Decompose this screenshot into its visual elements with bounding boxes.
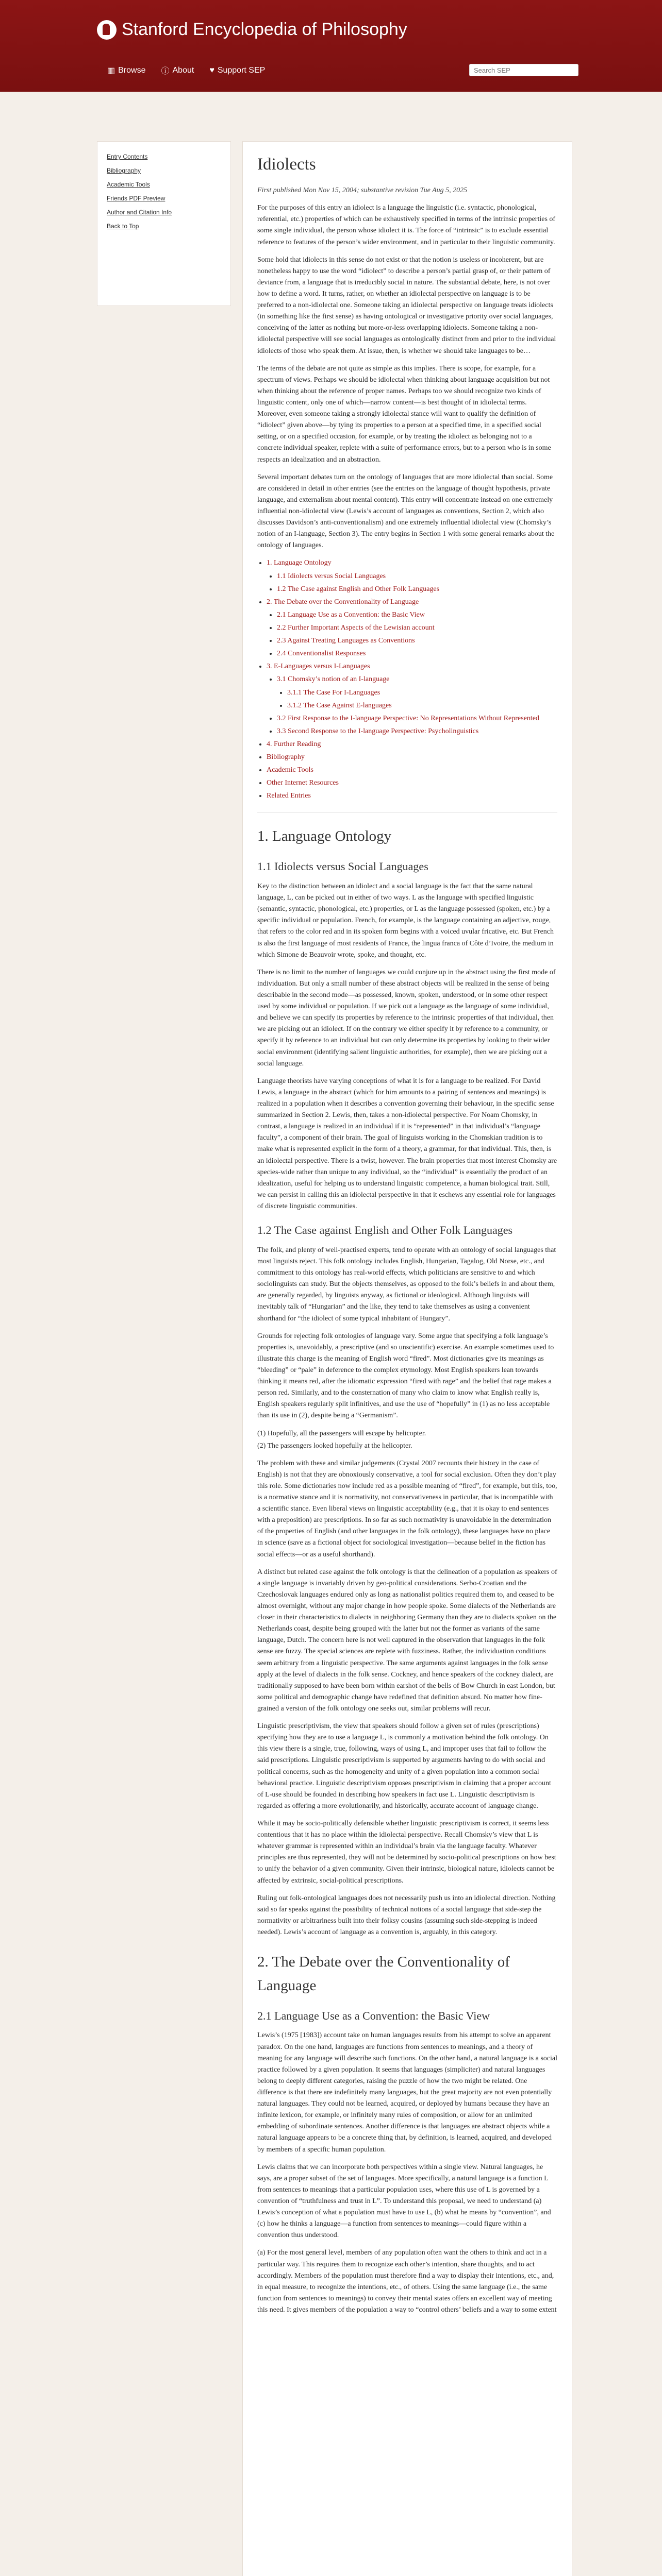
table-of-contents: [257, 557, 557, 802]
nav-browse[interactable]: ▥ Browse: [107, 65, 146, 75]
main-nav: [107, 64, 265, 76]
entry-navigation: [97, 141, 231, 306]
toc-item: • Academic Tools: [267, 765, 557, 776]
subsection-heading: 2.1 Language Use as a Convention: the Basic View: [257, 2009, 490, 2022]
toc-item: • 3.1.2 The Case Against E-languages: [287, 700, 557, 711]
search-input[interactable]: [469, 64, 578, 76]
sidebar-bibliography[interactable]: Bibliography: [107, 167, 141, 174]
sidebar-friends-pdf[interactable]: Friends PDF Preview: [107, 195, 166, 202]
body-paragraph: While it may be socio-politically defensible whether linguistic prescriptivism is correct, it seems less contentious that it has no place within the idiolectal perspective. Recall Chomsky’s view that L is whatever grammar is represented within an individual’s brain via the language faculty. Whatever principles are thus represented, they will not be determined by socio-political prescriptions on how best to unify the behavior of a given community. Given their intrinsic, biological nature, idiolects cannot be affected by extrinsic, social-political prescriptions.: [257, 1820, 556, 1885]
toc-item: • 2.2 Further Important Aspects of the Lewisian account: [277, 622, 557, 634]
body-paragraph: (a) For the most general level, members of any population often want the others to think and act in a particular way. This requires them to recognize each other’s intention, share thoughts, and to act accordingly. Members of the population must therefore find a way to display their intentions, etc., and, in equal measure, to recognize the intentions, etc., of others. Using the same language (i.e., the same function from sentences to meanings) to convey their mental states offers an excellent way of meeting this need. It gives members of the population a way to “control others’ beliefs and a way to some extent: [257, 2249, 557, 2314]
body-paragraph: Ruling out folk-ontological languages does not necessarily push us into an idiolectal direction. Nothing said so far speaks against the possibility of technical notions of a social language that side-step the normativity or arbitrariness built into their folksy cousins (assuming such side-stepping is indeed needed). Lewis’s account of language as a convention is, arguably, in this category.: [257, 1894, 556, 1936]
article-title: Idiolects: [257, 155, 316, 174]
example-item: (1) Hopefully, all the passengers will escape by helicopter.: [257, 1429, 426, 1437]
sidebar-author-citation[interactable]: Author and Citation Info: [107, 209, 172, 216]
site-title: Stanford Encyclopedia of Philosophy: [122, 20, 407, 39]
article-main: [242, 141, 572, 2576]
sidebar-entry-contents[interactable]: Entry Contents: [107, 153, 148, 160]
body-paragraph: There is no limit to the number of languages we could conjure up in the abstract using the first mode of individuation. But only a small number of these abstract objects will be realized in the sense of being describable in the second mode—as possessed, known, spoken, understood, or in some other respect used by some individual or population. If we pick out a language as the language of some individual, and believe we can specify its properties by reference to the intrinsic properties of that individual, then we are picking out an idiolect. If on the contrary we either specify it by reference to a community, or specify it by reference to an individual but can only determine its properties by looking to their wider social environment (identifying salient linguistic authorities, for example), then we are picking out a social language.: [257, 968, 556, 1067]
toc-item: • 3.2 First Response to the I-language Perspective: No Representations Without Represented: [277, 713, 557, 724]
sep-logo-icon: [97, 20, 117, 40]
toc-item: • 2.4 Conventionalist Responses: [277, 648, 557, 659]
book-icon: ▥: [107, 66, 115, 75]
toc-item: • 1. Language Ontology: [267, 557, 557, 569]
sidebar-back-to-top[interactable]: Back to Top: [107, 223, 139, 230]
toc-item: • 1.1 Idiolects versus Social Languages: [277, 571, 557, 582]
nav-support[interactable]: ♥ Support SEP: [209, 65, 266, 75]
section-heading: 2. The Debate over the Conventionality of Language: [257, 1954, 510, 1994]
body-paragraph: The folk, and plenty of well-practised experts, tend to operate with an ontology of social languages that most linguists reject. This folk ontology includes English, Hungarian, Tagalog, Old Norse, etc., and commitment to this ontology has real-world effects, which politicians are sensitive to and which sociolinguists can study. But the objects themselves, as opposed to the folk’s beliefs in and about them, are generally regarded, by linguists anyway, as fictional or ideological. Although linguists will inevitably talk of “Hungarian” and the like, they tend to take themselves as using a convenient shorthand for “the idiolect of some typical inhabitant of Hungary”.: [257, 1246, 556, 1323]
toc-item: • Related Entries: [267, 790, 557, 802]
toc-item: • Other Internet Resources: [267, 777, 557, 789]
subsection-heading: 1.2 The Case against English and Other Folk Languages: [257, 1224, 513, 1237]
nav-about[interactable]: ⓘ About: [161, 64, 194, 76]
body-paragraph: Linguistic prescriptivism, the view that speakers should follow a given set of rules (prescriptions) specifying how they are to use a language L, is commonly a motivation behind the folk ontology. On this view there is a single, true, following, ways of using L, and improper uses that fail to follow the said prescriptions. Linguistic prescriptivism is supported by arguments having to do with social and political concerns, such as the homogeneity and unity of a given population into a common social behavioral practice. Linguistic descriptivism opposes prescriptivism in claiming that a proper account of L-use should be founded in describing how speakers in fact use L. Linguistic descriptivism is regarded as offering a more evolutionarily, and historically, accurate account of language change.: [257, 1722, 551, 1810]
toc-item: • 3. E-Languages versus I-Languages: [267, 661, 557, 672]
toc-item: • 3.1 Chomsky’s notion of an I-language: [277, 674, 557, 685]
toc-item: • 2.3 Against Treating Languages as Conventions: [277, 635, 557, 647]
intro-paragraph: Some hold that idiolects in this sense do not exist or that the notion is useless or incoherent, but are nonetheless happy to use the word “idiolect” to describe a person’s partial grasp of, or their pattern of deviance from, a language that is irreducibly social in nature. The substantial debate, here, is not over how to define a word. It turns, rather, on whether an idiolectal perspective on language is to be preferred to a non-idiolectal one. Someone taking an idiolectal perspective on language treats idiolects (in something like the first sense) as having ontological or investigative priority over social languages, conceiving of the latter as nothing but more-or-less overlapping idiolects. Someone taking a non-idiolectal perspective will see social languages as ontologically distinct from and prior to the individual idiolects of those who speak them. At issue, then, is whether we should take languages to be…: [257, 256, 556, 355]
top-bar: [0, 0, 662, 92]
intro-paragraph: For the purposes of this entry an idiolect is a language the linguistic (i.e. syntactic, phonological, referential, etc.) properties of which can be exhaustively specified in terms of the intrinsic properties of some single individual, the person whose idiolect it is. The force of “intrinsic” is to exclude essential reference to features of the person’s wider environment, and in particular to their linguistic community.: [257, 204, 556, 246]
site-brand[interactable]: [97, 20, 407, 40]
intro-paragraph: Several important debates turn on the ontology of languages that are more idiolectal than social. Some are considered in detail in other entries (see the entries on the language of thought hypothesis, private language, and externalism about mental content). This entry will concentrate instead on one extremely influential non-idiolectal view (Lewis’s account of languages as conventions, Section 2, which also discusses Davidson’s anti-conventionalism) and one extremely influential idiolectal view (Chomsky’s notion of an I-language, Section 3). The entry begins in Section 1 with some general remarks about the ontology of languages.: [257, 473, 555, 550]
sidebar-academic-tools[interactable]: Academic Tools: [107, 181, 150, 188]
toc-item: • 2.1 Language Use as a Convention: the Basic View: [277, 609, 557, 621]
toc-item: • 1.2 The Case against English and Other Folk Languages: [277, 584, 557, 595]
publication-info: First published Mon Nov 15, 2004; substantive revision Tue Aug 5, 2025: [257, 187, 468, 195]
example-item: (2) The passengers looked hopefully at the helicopter.: [257, 1442, 412, 1450]
section-heading: 1. Language Ontology: [257, 828, 392, 845]
intro-paragraph: The terms of the debate are not quite as simple as this implies. There is scope, for example, for a spectrum of views. Perhaps we should be idiolectal when thinking about language acquisition but not when thinking about the reference of proper names. Perhaps too we should recognize two kinds of linguistic content, only one of which—narrow content—is best thought of in idiolectal terms. Moreover, even someone taking a strongly idiolectal stance will want to qualify the definition of “idiolect” given above—by tying its properties to a person at a specified time, in a specified social setting, or on a specified occasion, for example, or by treating the idiolect as belonging not to a concrete individual speaker, replete with a suite of performance errors, but to a person who is in some respects an idealization and an abstraction.: [257, 364, 551, 464]
toc-item: • Bibliography: [267, 752, 557, 763]
example-list: [257, 1428, 557, 1452]
body-paragraph: Lewis’s (1975 [1983]) account take on human languages results from his attempt to solve an apparent paradox. On the one hand, languages are functions from sentences to meanings, and a theory of meaning for any language will describe such functions. On the other hand, a natural language is a social practice followed by a given population. It seems that languages (simpliciter) and natural languages belong to deeply different categories, raising the puzzle of how the two might be related. One difference is that there are indefinitely many languages, but the great majority are not even potentially natural languages. They could not be learned, acquired, or deployed by humans because they have an infinite lexicon, for example, or infinitely many rules of composition, or allow for an unlimited embedding of subordinate sentences. Another difference is that languages are abstract objects while a natural language appears to be a concrete thing that, by definition, is learned, acquired, and developed by members of a specific human population.: [257, 2031, 557, 2154]
subsection-heading: 1.1 Idiolects versus Social Languages: [257, 860, 428, 873]
toc-item: • 3.1.1 The Case For I-Languages: [287, 687, 557, 699]
info-icon: ⓘ: [161, 67, 170, 76]
body-paragraph: Lewis claims that we can incorporate both perspectives within a single view. Natural languages, he says, are a proper subset of the set of languages. More specifically, a natural language is a function L from sentences to meanings that a particular population uses, where this use of L is governed by a convention of “truthfulness and trust in L”. To understand this proposal, we need to understand (a) Lewis’s conception of what a population must have to use L, (b) what he means by “convention”, and (c) how he thinks a language—a function from sentences to meanings—could figure within a convention thus understood.: [257, 2163, 551, 2240]
body-paragraph: Key to the distinction between an idiolect and a social language is the fact that the same natural language, L, can be picked out in either of two ways. L as the language with specified linguistic (semantic, syntactic, phonological, etc.) properties, or L as the language possessed (spoken, etc.) by a specific individual or population. French, for example, is the language containing an adjective, rouge, that refers to the color red and in its spoken form begins with a voiced uvular fricative, etc. But French is also the first language of most residents of France, the lingua franca of Côte d’Ivoire, the medium in which Simone de Beauvoir wrote, spoke, and thought, etc.: [257, 883, 554, 959]
toc-item: • 4. Further Reading: [267, 739, 557, 750]
heart-icon: ♥: [209, 65, 214, 75]
body-paragraph: The problem with these and similar judgements (Crystal 2007 recounts their history in the case of English) is not that they are obnoxiously conservative, a tool for social exclusion. Often they don’t play this role. Some dictionaries now include red as a possible meaning of “fired”, for example, but this, too, is a normative stance and it is normativity, not conservativeness in particular, that is incompatible with a scientific stance. Even liberal views on linguistic acceptability (e.g., that it is okay to end sentences with a preposition) are prescriptions. In so far as such normativity is unavoidable in the determination of the properties of English (and other languages in the folk ontology), these languages have no place in science (save as a fictional object for sociological investigation—because belief in the fiction has social effects—or as a useful shorthand).: [257, 1459, 557, 1558]
toc-item: • 3.3 Second Response to the I-language Perspective: Psycholinguistics: [277, 726, 557, 737]
body-paragraph: A distinct but related case against the folk ontology is that the delineation of a population as speakers of a single language is invariably driven by geo-political considerations. Serbo-Croatian and the Czechoslovak languages endured only as long as nationalist politics required them to, and ceased to be almost overnight, without any major change in how people spoke. Some dialects of the Netherlands are closer in their characteristics to dialects in neighboring Germany than they are to dialects spoken on the Netherlands coast, despite being grouped with the latter but not the former as variants of the same language, Dutch. The concern here is not well captured in the observation that languages in the folk sense are fuzzy. The special sciences are replete with fuzziness. Rather, the individuation conditions seem arbitrary from a linguistic perspective. The same arguments against languages in the folk sense apply at the level of dialects in the folk sense. Cockney, and hence speakers of the cockney dialect, are traditionally supposed to have been born within earshot of the bells of Bow Church in east London, but some political and demographic change have redefined that definition absurd. No matter how fine-grained a version of the folk ontology one seeks out, similar problems will recur.: [257, 1568, 557, 1713]
toc-item: • 2. The Debate over the Conventionality of Language: [267, 597, 557, 608]
body-paragraph: Grounds for rejecting folk ontologies of language vary. Some argue that specifying a folk language’s properties is, unavoidably, a prescriptive (and so unscientific) exercise. An example sometimes used to illustrate this charge is the meaning of English word “fired”. Most dictionaries give its meanings as “bleeding” or “pale” in deference to the complex etymology. Most English speakers lean towards thinking it means red, after the idiomatic expression “fired with rage” and the belief that rage makes a person red. Similarly, and to the consternation of many who claim to know what English really is, English speakers regularly split infinitives, and use the use of “hopefully” in (1) as no less acceptable than its use in (2), despite being a “Germanism”.: [257, 1332, 554, 1420]
body-paragraph: Language theorists have varying conceptions of what it is for a language to be realized. For David Lewis, a language in the abstract (which for him amounts to a pairing of sentences and meanings) is realized in a population when it describes a convention governing their behaviour, in the specific sense summarized in Section 2. Lewis, then, takes a non-idiolectal perspective. For Noam Chomsky, in contrast, a language is realized in an individual if it is “represented” in that individual’s “language faculty”, a component of their brain. The goal of linguists working in the Chomskian tradition is to make what is represented explicit in the form of a theory, a grammar, for that individual. This, then, is an idiolectal perspective. There is a twist, however. The brain properties that most interest Chomsky are species-wide rather than unique to any individual, so the “individual” is essentially the product of an idealization, useful for helping us to understand linguistic competence, a human biological trait. Still, we can persist in calling this an idiolectal perspective in that it eschews any essential role for languages of discrete linguistic communities.: [257, 1077, 557, 1210]
